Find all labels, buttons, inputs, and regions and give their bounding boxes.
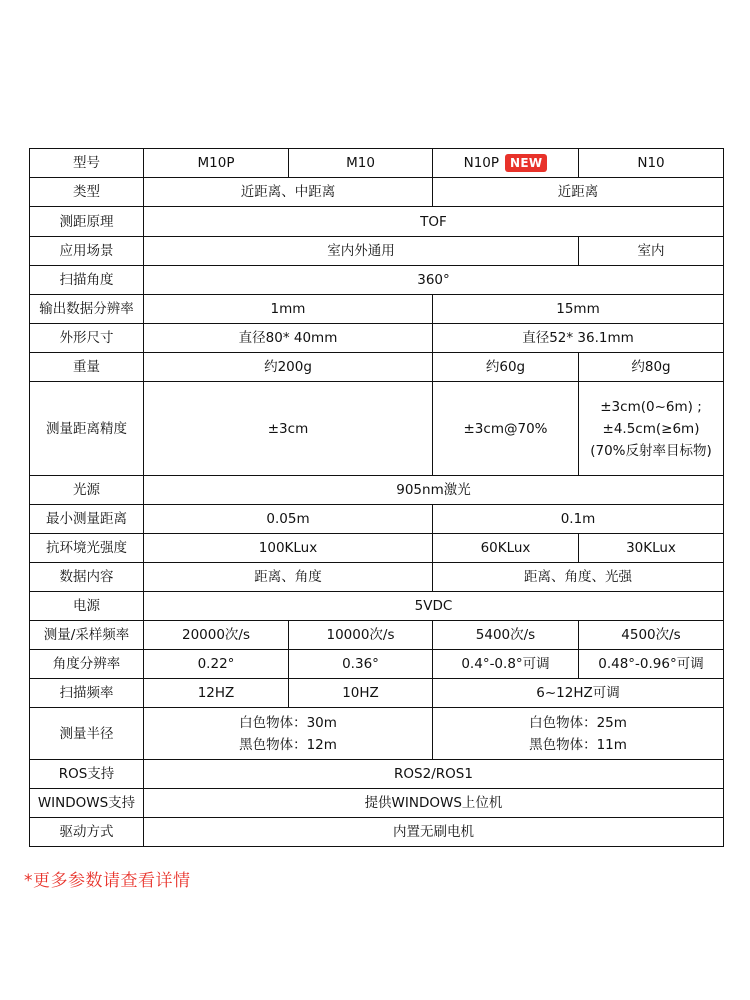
table-row-principle xyxy=(30,207,724,237)
table-row-scene xyxy=(30,237,724,266)
windows-value: 提供WINDOWS上位机 xyxy=(144,789,724,818)
accuracy-m10: ±3cm xyxy=(144,382,433,476)
table-row-radius xyxy=(30,708,724,760)
new-badge: NEW xyxy=(505,154,547,172)
scan-freq-m10: 10HZ xyxy=(289,679,433,708)
row-label-resolution: 输出数据分辨率 xyxy=(30,295,144,324)
table-row-size xyxy=(30,324,724,353)
size-n10: 直径52* 36.1mm xyxy=(433,324,724,353)
model-n10p: N10P xyxy=(463,155,500,171)
type-m10: 近距离、中距离 xyxy=(144,178,433,207)
table-row-windows xyxy=(30,789,724,818)
row-label-min-distance: 最小测量距离 xyxy=(30,505,144,534)
spec-table xyxy=(29,148,724,847)
radius-n10-line1: 白色物体：25m xyxy=(529,714,627,731)
table-row-ros xyxy=(30,760,724,789)
table-row-type xyxy=(30,178,724,207)
row-label-power: 电源 xyxy=(30,592,144,621)
sample-rate-m10: 10000次/s xyxy=(289,621,433,650)
model-m10: M10 xyxy=(289,149,433,178)
size-m10: 直径80* 40mm xyxy=(144,324,433,353)
row-label-sample-rate: 测量/采样频率 xyxy=(30,621,144,650)
footnote-more-details: *更多参数请查看详情 xyxy=(24,871,191,891)
table-row-sample-rate xyxy=(30,621,724,650)
accuracy-n10 xyxy=(579,382,724,476)
row-label-accuracy: 测量距离精度 xyxy=(30,382,144,476)
table-row-resolution xyxy=(30,295,724,324)
table-row-drive xyxy=(30,818,724,847)
model-n10: N10 xyxy=(579,149,724,178)
row-label-data-content: 数据内容 xyxy=(30,563,144,592)
data-content-m10: 距离、角度 xyxy=(144,563,433,592)
row-label-angle-res: 角度分辨率 xyxy=(30,650,144,679)
table-row-data-content xyxy=(30,563,724,592)
light-value: 905nm激光 xyxy=(144,476,724,505)
radius-m10-line2: 黑色物体：12m xyxy=(239,736,337,753)
accuracy-n10-line3: (70%反射率目标物) xyxy=(590,442,712,459)
resolution-m10: 1mm xyxy=(144,295,433,324)
drive-value: 内置无刷电机 xyxy=(144,818,724,847)
resolution-n10: 15mm xyxy=(433,295,724,324)
accuracy-n10p: ±3cm@70% xyxy=(433,382,579,476)
weight-n10p: 约60g xyxy=(433,353,579,382)
table-row-ambient xyxy=(30,534,724,563)
model-m10p: M10P xyxy=(144,149,289,178)
row-label-windows: WINDOWS支持 xyxy=(30,789,144,818)
ambient-m10: 100KLux xyxy=(144,534,433,563)
scan-freq-n10: 6~12HZ可调 xyxy=(433,679,724,708)
accuracy-n10-line2: ±4.5cm(≥6m) xyxy=(602,420,700,437)
table-row-min-distance xyxy=(30,505,724,534)
row-label-ambient: 抗环境光强度 xyxy=(30,534,144,563)
table-row-power xyxy=(30,592,724,621)
sample-rate-n10p: 5400次/s xyxy=(433,621,579,650)
table-row-scan-angle xyxy=(30,266,724,295)
angle-res-n10: 0.48°-0.96°可调 xyxy=(579,650,724,679)
table-row-light xyxy=(30,476,724,505)
angle-res-n10p: 0.4°-0.8°可调 xyxy=(433,650,579,679)
scan-freq-m10p: 12HZ xyxy=(144,679,289,708)
model-n10p-cell xyxy=(433,149,579,178)
radius-m10-line1: 白色物体：30m xyxy=(239,714,337,731)
ambient-n10p: 60KLux xyxy=(433,534,579,563)
radius-n10 xyxy=(433,708,724,760)
row-label-weight: 重量 xyxy=(30,353,144,382)
ambient-n10: 30KLux xyxy=(579,534,724,563)
scene-n10: 室内 xyxy=(579,237,724,266)
row-label-scan-angle: 扫描角度 xyxy=(30,266,144,295)
table-row-model xyxy=(30,149,724,178)
row-label-light: 光源 xyxy=(30,476,144,505)
data-content-n10: 距离、角度、光强 xyxy=(433,563,724,592)
table-row-accuracy xyxy=(30,382,724,476)
weight-n10: 约80g xyxy=(579,353,724,382)
ros-value: ROS2/ROS1 xyxy=(144,760,724,789)
min-distance-m10: 0.05m xyxy=(144,505,433,534)
radius-n10-line2: 黑色物体：11m xyxy=(529,736,627,753)
row-label-ros: ROS支持 xyxy=(30,760,144,789)
row-label-radius: 测量半径 xyxy=(30,708,144,760)
table-row-weight xyxy=(30,353,724,382)
scan-angle-value: 360° xyxy=(144,266,724,295)
row-label-type: 类型 xyxy=(30,178,144,207)
row-label-scan-freq: 扫描频率 xyxy=(30,679,144,708)
scene-m10-n10p: 室内外通用 xyxy=(144,237,579,266)
weight-m10: 约200g xyxy=(144,353,433,382)
min-distance-n10: 0.1m xyxy=(433,505,724,534)
row-label-size: 外形尺寸 xyxy=(30,324,144,353)
angle-res-m10p: 0.22° xyxy=(144,650,289,679)
accuracy-n10-line1: ±3cm(0~6m) ; xyxy=(600,398,702,415)
row-label-model: 型号 xyxy=(30,149,144,178)
radius-m10 xyxy=(144,708,433,760)
power-value: 5VDC xyxy=(144,592,724,621)
row-label-principle: 测距原理 xyxy=(30,207,144,237)
sample-rate-m10p: 20000次/s xyxy=(144,621,289,650)
table-row-scan-freq xyxy=(30,679,724,708)
row-label-scene: 应用场景 xyxy=(30,237,144,266)
type-n10: 近距离 xyxy=(433,178,724,207)
angle-res-m10: 0.36° xyxy=(289,650,433,679)
sample-rate-n10: 4500次/s xyxy=(579,621,724,650)
table-row-angle-res xyxy=(30,650,724,679)
principle-value: TOF xyxy=(144,207,724,237)
row-label-drive: 驱动方式 xyxy=(30,818,144,847)
